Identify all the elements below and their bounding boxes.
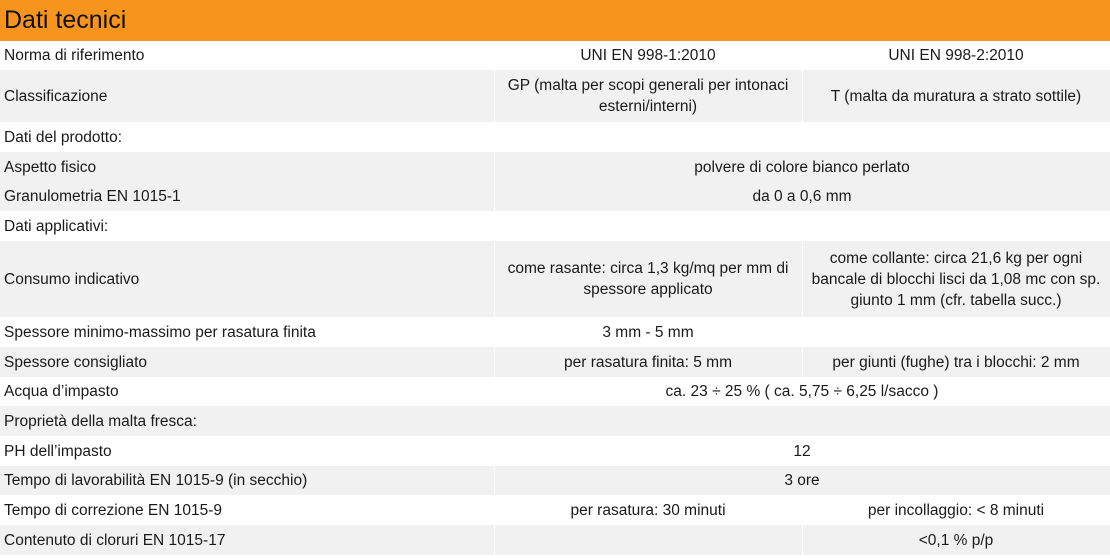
technical-data-table xyxy=(0,41,1110,555)
table-row-acqua xyxy=(0,377,1110,406)
table-row-spessore-minmax xyxy=(0,317,1110,347)
row-value: ca. 23 ÷ 25 % ( ca. 5,75 ÷ 6,25 l/sacco ) xyxy=(494,377,1110,406)
table-row-correzione xyxy=(0,495,1110,525)
row-value: come rasante: circa 1,3 kg/mq per mm di spessore applicato xyxy=(494,241,802,317)
row-label: Spessore consigliato xyxy=(0,347,494,377)
table-row-norma xyxy=(0,41,1110,70)
section-header-fresca xyxy=(0,406,1110,436)
section-label: Dati applicativi: xyxy=(0,211,1110,241)
title-text: Dati tecnici xyxy=(4,6,127,34)
row-label: Tempo di correzione EN 1015-9 xyxy=(0,495,494,525)
row-value: per incollaggio: < 8 minuti xyxy=(802,495,1110,525)
table-row-ph xyxy=(0,436,1110,466)
row-label: Spessore minimo-massimo per rasatura finita xyxy=(0,317,494,347)
row-label: Acqua d’impasto xyxy=(0,377,494,406)
row-value: UNI EN 998-2:2010 xyxy=(802,41,1110,70)
section-header-prodotto xyxy=(0,122,1110,152)
row-value: <0,1 % p/p xyxy=(802,525,1110,555)
row-value: 3 ore xyxy=(494,466,1110,495)
row-value: da 0 a 0,6 mm xyxy=(494,182,1110,211)
row-value: GP (malta per scopi generali per intonaci esterni/interni) xyxy=(494,70,802,122)
section-header-applicativi xyxy=(0,211,1110,241)
row-value xyxy=(802,317,1110,347)
row-value: per rasatura: 30 minuti xyxy=(494,495,802,525)
row-label: Contenuto di cloruri EN 1015-17 xyxy=(0,525,494,555)
row-value xyxy=(494,525,802,555)
row-label: Consumo indicativo xyxy=(0,241,494,317)
section-label: Dati del prodotto: xyxy=(0,122,1110,152)
table-row-lavorabilita xyxy=(0,466,1110,495)
row-value: come collante: circa 21,6 kg per ogni bancale di blocchi lisci da 1,08 mc con sp. giunto 1 mm (cfr. tabella succ.) xyxy=(802,241,1110,317)
row-label: Classificazione xyxy=(0,70,494,122)
row-value: UNI EN 998-1:2010 xyxy=(494,41,802,70)
row-label: Tempo di lavorabilità EN 1015-9 (in secchio) xyxy=(0,466,494,495)
table-row-spessore-consigliato xyxy=(0,347,1110,377)
row-value: T (malta da muratura a strato sottile) xyxy=(802,70,1110,122)
table-row-granulometria xyxy=(0,182,1110,211)
row-value: 3 mm - 5 mm xyxy=(494,317,802,347)
table-row-consumo xyxy=(0,241,1110,317)
row-label: Granulometria EN 1015-1 xyxy=(0,182,494,211)
table-row-classificazione xyxy=(0,70,1110,122)
table-row-aspetto xyxy=(0,152,1110,182)
row-value: per rasatura finita: 5 mm xyxy=(494,347,802,377)
row-value: 12 xyxy=(494,436,1110,466)
section-title xyxy=(0,0,1110,41)
row-label: Aspetto fisico xyxy=(0,152,494,182)
row-value: per giunti (fughe) tra i blocchi: 2 mm xyxy=(802,347,1110,377)
section-label: Proprietà della malta fresca: xyxy=(0,406,1110,436)
row-label: Norma di riferimento xyxy=(0,41,494,70)
row-label: PH dell’impasto xyxy=(0,436,494,466)
row-value: polvere di colore bianco perlato xyxy=(494,152,1110,182)
table-row-cloruri xyxy=(0,525,1110,555)
